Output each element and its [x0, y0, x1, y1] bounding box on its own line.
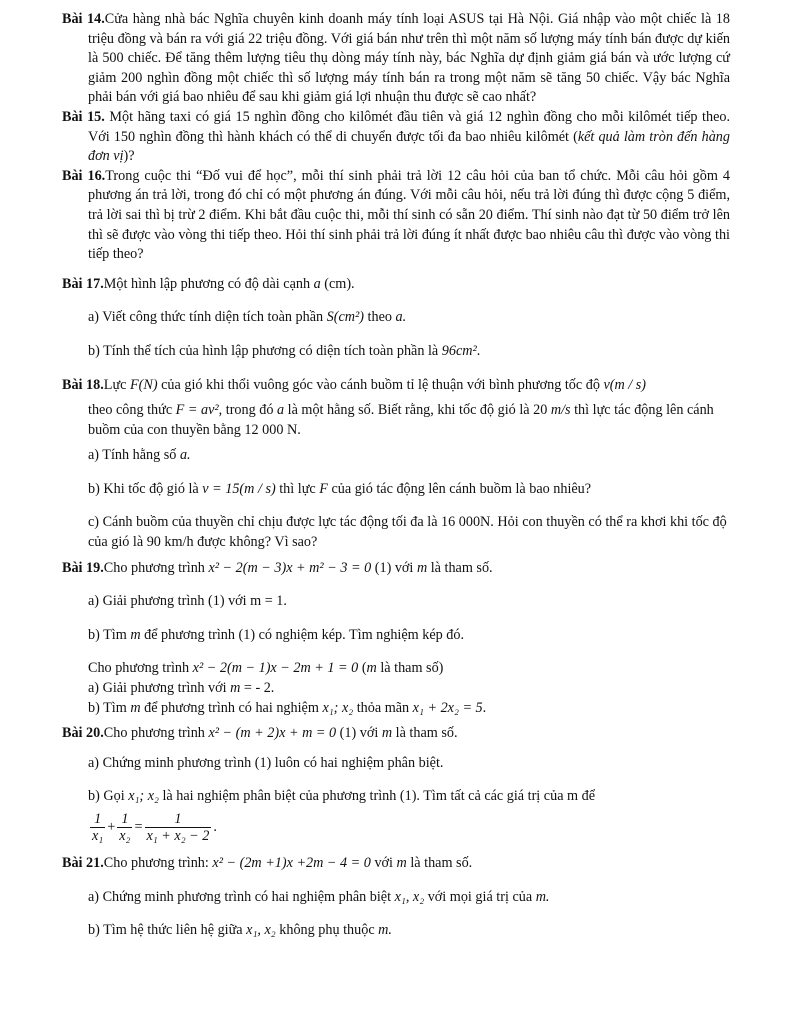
problem-21-part-a	[62, 888, 730, 908]
equation: x² − 2(m − 1)x − 2m + 1 = 0	[192, 660, 359, 677]
problem-label: Bài 16.	[62, 167, 106, 184]
problem-20-part-b	[62, 787, 730, 807]
math-expr: F = av²	[175, 402, 219, 419]
problem-19-part-a	[62, 592, 730, 612]
math-var: a	[276, 402, 285, 419]
part-text: để phương trình (1) có nghiệm kép. Tìm nghiệm kép đó.	[140, 626, 465, 643]
part-text: a) Chứng minh phương trình có hai nghiệm phân biệt	[88, 888, 395, 905]
part-text: a) Viết công thức tính diện tích toàn phần	[88, 309, 327, 326]
math-expr: S(cm²)	[326, 309, 364, 326]
problem-21	[62, 854, 730, 874]
problem-text: Cửa hàng nhà bác Nghĩa chuyên kinh doanh máy tính loại ASUS tại Hà Nội. Giá nhập vào một chiếc là 18 triệu đồng và bán ra với giá 22 triệu đồng. Với giá bán như trên thì một năm số lượng máy tính bán được dự kiến là 500 chiếc. Để tăng thêm lượng tiêu thụ dòng máy tính này, bác Nghĩa dự định giảm giá bán và ước lượng cứ giảm 200 nghìn đồng một chiếc thì số lượng máy tính bán ra trong một năm sẽ tăng 50 chiếc. Vậy bác Nghĩa phải bán với giá bao nhiêu để sau khi giảm giá lợi nhuận thu được sẽ cao nhất?	[88, 11, 730, 106]
part-text: (	[358, 660, 367, 677]
math-expr: x₁, x₂	[394, 888, 425, 905]
math-expr: 96cm²	[441, 342, 477, 359]
problem-15	[62, 108, 730, 167]
problem-text: Cho phương trình	[103, 725, 209, 742]
part-text: a) Giải phương trình (1) với m = 1.	[88, 593, 287, 610]
problem-19b-part-b	[62, 699, 730, 719]
problem-17-part-a	[62, 308, 730, 328]
part-text: a) Chứng minh phương trình (1) luôn có hai nghiệm phân biệt.	[88, 754, 444, 771]
math-var: a.	[395, 309, 407, 326]
problem-text: là tham số.	[392, 725, 458, 742]
part-text: b) Tìm	[88, 699, 131, 716]
problem-17-part-b	[62, 342, 730, 362]
problem-label: Bài 18.	[62, 376, 104, 393]
problem-20	[62, 724, 730, 744]
problem-14	[62, 10, 730, 108]
part-text: c) Cánh buồm của thuyền chỉ chịu được lực tác động tối đa là 16 000N. Hỏi con thuyền có thể ra khơi khi tốc độ của gió là 90 km/h được không? Vì sao?	[88, 514, 727, 551]
part-text: .	[476, 342, 481, 359]
problem-label: Bài 15.	[62, 108, 105, 125]
math-unit: m/s	[550, 402, 571, 419]
problem-18-cont	[62, 401, 730, 440]
problem-label: Bài 21.	[62, 855, 104, 871]
equation: x² − (m + 2)x + m = 0	[208, 725, 337, 742]
math-var: m.	[378, 922, 392, 939]
math-expr: x₁; x₂	[128, 788, 159, 805]
problem-text: Cho phương trình	[103, 559, 209, 576]
problem-text: Trong cuộc thi “Đố vui để học”, mỗi thí sinh phải trả lời 12 câu hỏi của ban tổ chức. Mỗi câu hỏi gồm 4 phương án trả lời, trong đó chỉ có một phương án đúng. Với mỗi câu hỏi, nếu trả lời đúng thì được cộng 5 điểm, trả lời sai thì bị trừ 2 điểm. Khi bắt đầu cuộc thi, mỗi thí sinh có sẵn 20 điểm. Thí sinh nào đạt từ 50 điểm trở lên thì sẽ được vào vòng thi tiếp theo. Hỏi thí sinh phải trả lời đúng ít nhất được bao nhiêu câu thì được vào vòng thi tiếp theo?	[88, 167, 730, 263]
problem-text: với	[370, 855, 397, 871]
fraction-numerator: 1	[117, 811, 132, 828]
part-text: không phụ thuộc	[275, 922, 379, 939]
problem-19-part-b	[62, 626, 730, 646]
problem-18-part-a	[62, 446, 730, 466]
fraction-1-over-x1	[90, 811, 105, 844]
problem-label: Bài 19.	[62, 559, 104, 576]
problem-label: Bài 17.	[62, 275, 104, 292]
part-text: Cho phương trình	[88, 660, 193, 677]
problem-label: Bài 14.	[62, 11, 105, 27]
problem-text: (1) với	[371, 559, 417, 576]
math-var: m	[230, 680, 241, 697]
problem-text: , trong đó	[218, 402, 277, 419]
part-text: a) Tính hằng số	[88, 447, 180, 464]
part-text: để phương trình có hai nghiệm	[140, 699, 323, 716]
problem-20-fraction-line	[62, 811, 730, 844]
equation: x² − 2(m − 3)x + m² − 3 = 0	[208, 559, 372, 576]
period: .	[213, 818, 217, 835]
math-var: m	[381, 725, 393, 742]
part-text: của gió tác động lên cánh buồm là bao nhiêu?	[327, 480, 592, 497]
fraction-numerator: 1	[90, 811, 105, 828]
problem-note: kết quả làm tròn đến hàng đơn vị	[88, 128, 730, 165]
part-text: b) Tìm hệ thức liên hệ giữa	[88, 922, 247, 939]
math-var: m	[130, 699, 141, 716]
problem-20-part-a	[62, 754, 730, 774]
math-var: a.	[179, 447, 191, 464]
problem-19b-intro	[62, 659, 730, 679]
problem-text: là tham số.	[406, 855, 473, 871]
math-var: a	[313, 275, 321, 292]
math-var: m	[396, 855, 407, 871]
problem-19	[62, 559, 730, 579]
math-var: m	[416, 559, 428, 576]
part-text: b) Khi tốc độ gió là	[88, 480, 203, 497]
part-text: là tham số)	[376, 660, 444, 677]
fraction-numerator: 1	[145, 811, 212, 828]
problem-text: là một hằng số. Biết rằng, khi tốc độ gió là 20	[284, 402, 551, 419]
plus-sign: +	[107, 818, 116, 835]
math-expr: v(m / s)	[603, 376, 647, 393]
math-expr: v = 15(m / s)	[202, 480, 276, 497]
problem-16	[62, 167, 730, 265]
math-expr: x₁, x₂	[246, 922, 276, 939]
part-text: b) Tìm	[88, 626, 131, 643]
problem-text: Cho phương trình:	[103, 855, 213, 871]
part-text: theo	[363, 309, 396, 326]
unit-text: (cm).	[320, 275, 355, 292]
problem-text: Lực	[103, 376, 130, 393]
fraction-denominator: x₁	[92, 828, 104, 844]
equals-sign: =	[134, 818, 143, 835]
part-text: thỏa mãn	[353, 699, 413, 716]
fraction-denominator: x₁ + x₂ − 2	[146, 828, 210, 844]
document-page	[62, 10, 730, 941]
part-text: b) Gọi	[88, 788, 129, 805]
problem-17	[62, 275, 730, 295]
equation: x² − (2m +1)x +2m − 4 = 0	[212, 855, 371, 871]
fraction-denominator: x₂	[119, 828, 131, 844]
part-text: là hai nghiệm phân biệt của phương trình (1). Tìm tất cả các giá trị của m để	[158, 788, 596, 805]
part-text: thì lực	[275, 480, 320, 497]
math-var: m	[366, 660, 377, 677]
math-expr: x₁; x₂	[322, 699, 354, 716]
part-text: a) Giải phương trình với	[88, 680, 231, 697]
math-var: m	[130, 626, 141, 643]
problem-text: thì lực tác động lên cánh buồm của con thuyền bằng 12 000 N.	[88, 402, 714, 438]
problem-text: Một hãng taxi có giá 15 nghìn đồng cho kilômét đầu tiên và giá 12 nghìn đồng cho mỗi kilômét tiếp theo. Với 150 nghìn đồng thì hành khách có thể di chuyển được tối đa bao nhiêu kilômét (	[88, 108, 731, 145]
fraction-1-over-sum	[145, 811, 212, 844]
problem-text-end: )?	[123, 148, 135, 165]
problem-text: là tham số.	[427, 559, 493, 576]
math-expr: F(N)	[129, 376, 158, 393]
problem-19b-part-a	[62, 679, 730, 699]
part-text: .	[482, 699, 487, 716]
problem-label: Bài 20.	[62, 725, 104, 742]
problem-21-part-b	[62, 921, 730, 941]
part-text: = - 2.	[240, 680, 275, 697]
problem-18-part-c	[62, 513, 730, 552]
part-text: b) Tính thể tích của hình lập phương có diện tích toàn phần là	[88, 342, 442, 359]
problem-text: Một hình lập phương có độ dài cạnh	[103, 275, 314, 292]
problem-text: (1) với	[336, 725, 382, 742]
math-var: m.	[535, 888, 550, 905]
problem-text: theo công thức	[88, 402, 176, 419]
fraction-1-over-x2	[117, 811, 132, 844]
math-var: F	[319, 480, 328, 497]
problem-18-part-b	[62, 480, 730, 500]
part-text: với mọi giá trị của	[424, 888, 536, 905]
math-expr: x₁ + 2x₂ = 5	[412, 699, 483, 716]
problem-18	[62, 376, 730, 396]
problem-text: của gió khi thổi vuông góc vào cánh buồm tỉ lệ thuận với bình phương tốc độ	[157, 376, 604, 393]
